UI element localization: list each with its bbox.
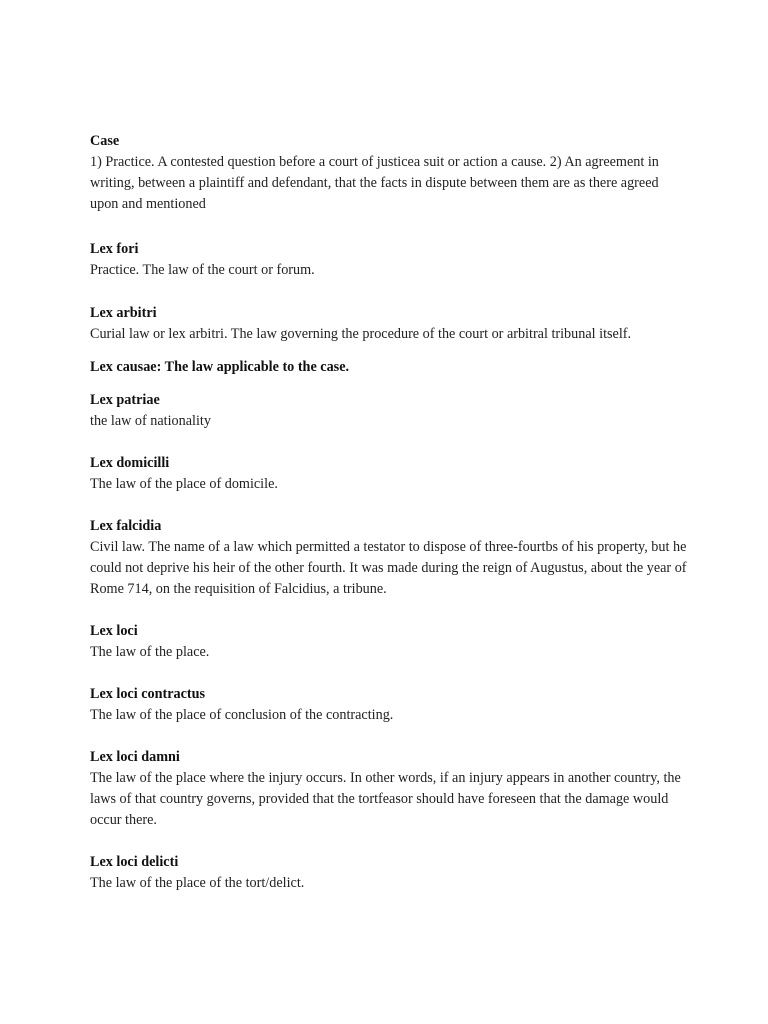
term-heading: Lex loci damni [90,749,180,765]
term-heading: Lex loci delicti [90,854,179,870]
term-definition: The law of the place of conclusion of the contracting. [90,707,394,723]
entry-lex-arbitri [90,303,690,345]
term-definition: Civil law. The name of a law which permitted a testator to dispose of three-fourtbs of his property, but he could not deprive his heir of the other fourth. It was made during the reign of Augustus, about the year of Rome 714, on the requisition of Falcidius, a tribune. [90,539,687,597]
entry-lex-falcidia [90,516,690,600]
term-heading: Lex domicilli [90,455,170,471]
term-definition: Practice. The law of the court or forum. [90,262,315,278]
entry-lex-loci-damni [90,747,690,831]
entry-lex-loci [90,621,690,663]
term-definition: The law of the place of the tort/delict. [90,875,305,891]
entry-lex-loci-delicti [90,852,690,894]
term-definition: Curial law or lex arbitri. The law governing the procedure of the court or arbitral tribunal itself. [90,326,632,342]
term-heading: Lex loci contractus [90,686,206,702]
entry-lex-domicilli [90,453,690,495]
document-page [90,131,690,894]
term-heading: Lex patriae [90,392,160,408]
term-heading: Lex falcidia [90,518,162,534]
term-definition: The law of the place where the injury occurs. In other words, if an injury appears in another country, the laws of that country governs, provided that the tortfeasor should have foreseen that the damage would occur there. [90,770,681,828]
entry-lex-causae [90,357,690,378]
entry-lex-loci-contractus [90,684,690,726]
term-heading: Lex causae: The law applicable to the case. [90,359,350,375]
term-definition: 1) Practice. A contested question before a court of justicea suit or action a cause. 2) An agreement in writing, between a plaintiff and defendant, that the facts in dispute between them are as there agreed upon and mentioned [90,154,659,212]
term-definition: The law of the place of domicile. [90,476,278,492]
term-heading: Lex fori [90,241,139,257]
entry-lex-patriae [90,390,690,432]
term-heading: Case [90,133,120,149]
entry-lex-fori [90,239,690,281]
term-definition: The law of the place. [90,644,210,660]
term-heading: Lex loci [90,623,138,639]
term-heading: Lex arbitri [90,305,157,321]
entry-case [90,131,690,215]
term-definition: the law of nationality [90,413,211,429]
